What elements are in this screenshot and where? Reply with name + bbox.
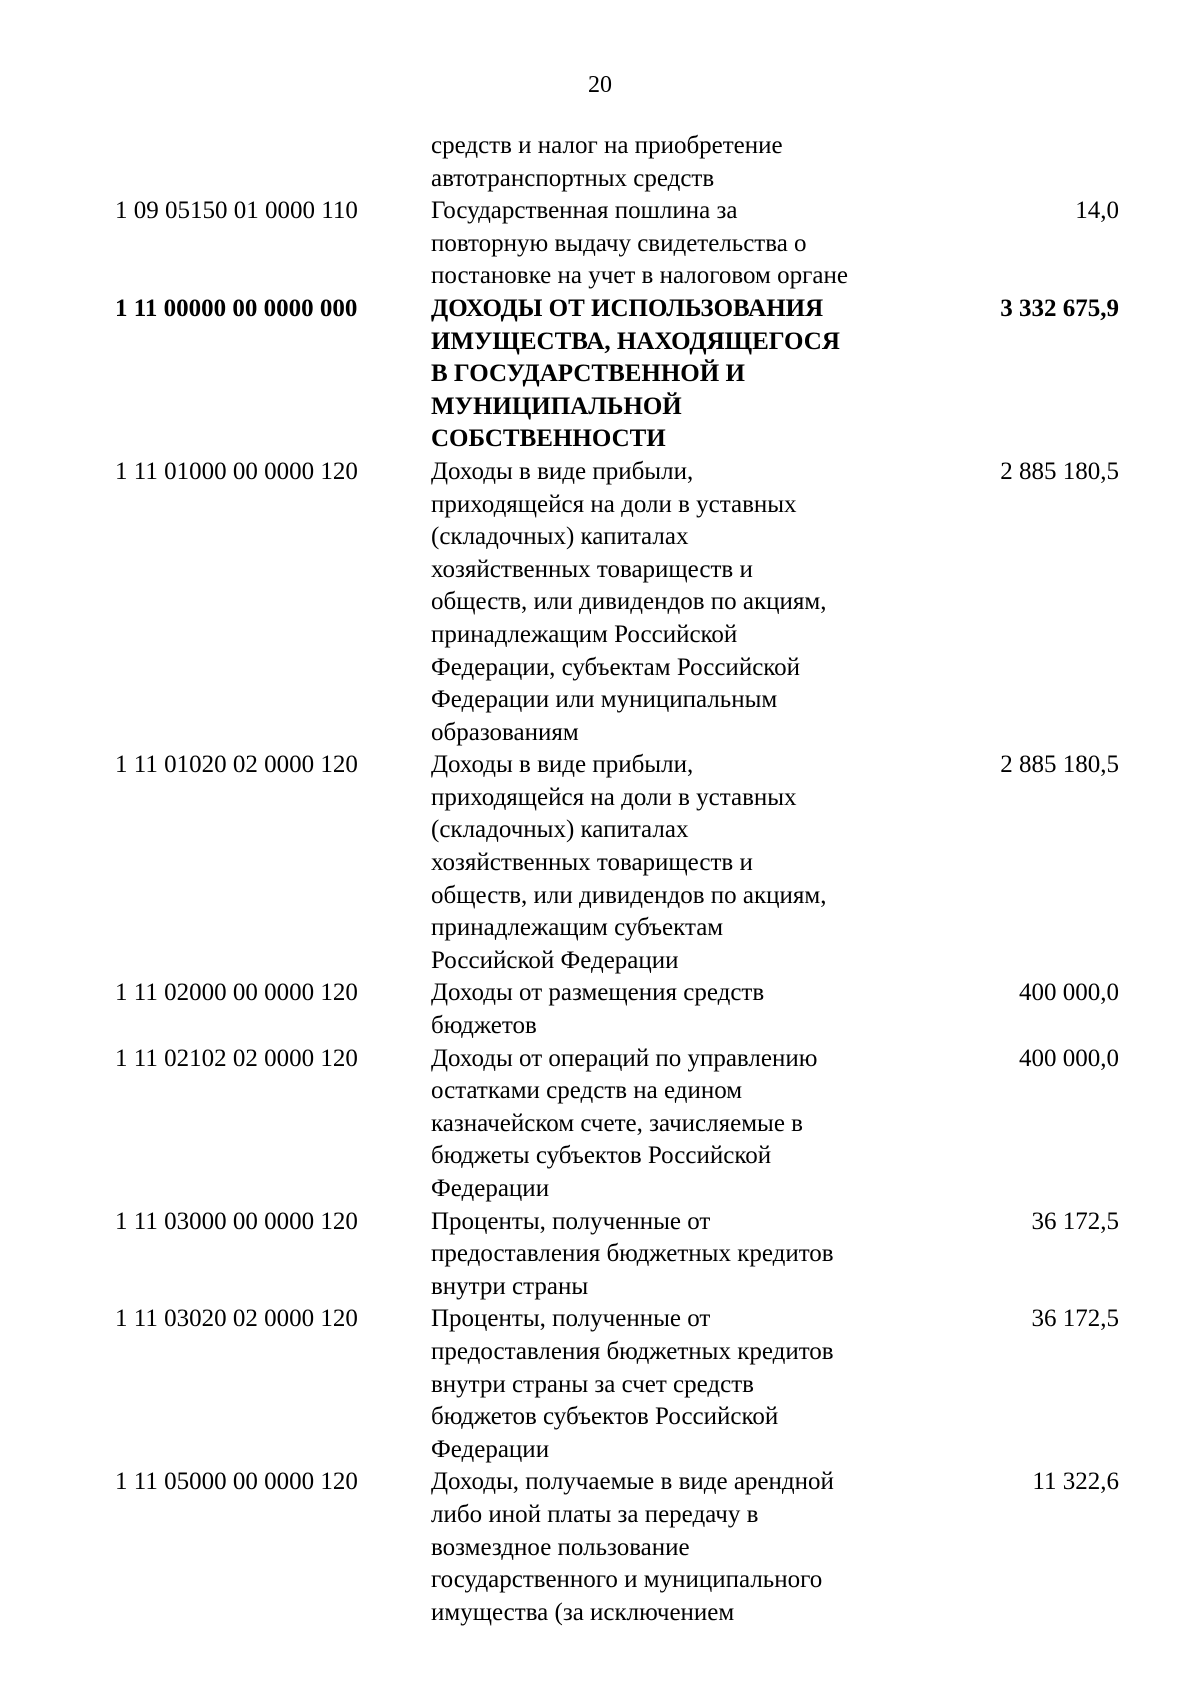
revenue-code: 1 11 03020 02 0000 120 [115,1305,358,1333]
description-line: Проценты, полученные от [431,1305,711,1333]
revenue-amount: 400 000,0 [1019,979,1119,1007]
revenue-description [431,293,921,456]
description-line: Доходы, получаемые в виде арендной [431,1468,834,1496]
description-line: Доходы от операций по управлению [431,1044,818,1072]
budget-table [0,130,1200,1629]
description-line: Федерации, субъектам Российской [431,653,801,681]
revenue-description [431,130,921,195]
description-line: возмездное пользование [431,1533,690,1561]
description-line: Российской Федерации [431,946,679,974]
description-line: хозяйственных товариществ и [431,555,753,583]
description-line: Федерации или муниципальным [431,686,778,714]
description-line: приходящейся на доли в уставных [431,783,797,811]
revenue-code: 1 11 03000 00 0000 120 [115,1207,358,1235]
description-line: бюджеты субъектов Российской [431,1142,772,1170]
table-row [0,195,1200,293]
description-line: либо иной платы за передачу в [431,1500,759,1528]
description-line: автотранспортных средств [431,164,715,192]
revenue-code: 1 11 05000 00 0000 120 [115,1468,358,1496]
revenue-code: 1 11 01020 02 0000 120 [115,751,358,779]
description-line: Проценты, полученные от [431,1207,711,1235]
description-line: средств и налог на приобретение [431,132,783,159]
description-line: предоставления бюджетных кредитов [431,1240,834,1268]
description-line: принадлежащим Российской [431,620,738,648]
description-line: Федерации [431,1175,550,1202]
revenue-amount: 11 322,6 [1032,1468,1119,1496]
description-line: образованиям [431,718,579,746]
revenue-amount: 3 332 675,9 [1000,294,1119,322]
table-row [0,1043,1200,1206]
revenue-code: 1 11 02102 02 0000 120 [115,1044,358,1072]
table-row [0,1466,1200,1629]
table-row [0,1206,1200,1304]
revenue-amount: 36 172,5 [1031,1207,1119,1235]
description-line: МУНИЦИПАЛЬНОЙ [431,392,682,420]
revenue-code: 1 11 02000 00 0000 120 [115,979,358,1007]
description-line: (складочных) капиталах [431,523,689,551]
revenue-description [431,456,921,749]
page-number: 20 [588,72,612,98]
table-row [0,749,1200,977]
description-line: Государственная пошлина за [431,197,738,225]
description-line: государственного и муниципального [431,1566,823,1594]
description-line: казначейском счете, зачисляемые в [431,1109,803,1137]
revenue-code: 1 11 01000 00 0000 120 [115,457,358,485]
description-line: (складочных) капиталах [431,816,689,844]
table-row [0,977,1200,1042]
description-line: Федерации [431,1435,550,1463]
revenue-description [431,749,921,977]
revenue-amount: 400 000,0 [1019,1044,1119,1072]
table-row [0,293,1200,456]
description-line: принадлежащим субъектам [431,914,724,942]
revenue-amount: 14,0 [1075,197,1119,225]
description-line: повторную выдачу свидетельства о [431,229,807,257]
revenue-description [431,1466,921,1629]
revenue-amount: 2 885 180,5 [1000,457,1119,485]
revenue-amount: 36 172,5 [1031,1305,1119,1333]
table-row [0,456,1200,749]
description-line: внутри страны [431,1272,589,1300]
description-line: Доходы в виде прибыли, [431,457,694,485]
revenue-amount: 2 885 180,5 [1000,751,1119,779]
description-line: обществ, или дивидендов по акциям, [431,588,827,616]
description-line: СОБСТВЕННОСТИ [431,425,666,453]
description-line: ИМУЩЕСТВА, НАХОДЯЩЕГОСЯ [431,327,840,355]
description-line: хозяйственных товариществ и [431,849,753,877]
description-line: ДОХОДЫ ОТ ИСПОЛЬЗОВАНИЯ [431,294,824,322]
description-line: бюджетов субъектов Российской [431,1403,779,1431]
revenue-description [431,977,921,1042]
description-line: Доходы в виде прибыли, [431,751,694,779]
table-row [0,130,1200,195]
description-line: постановке на учет в налоговом органе [431,262,848,290]
revenue-description [431,195,921,293]
table-row [0,1303,1200,1466]
description-line: внутри страны за счет средств [431,1370,754,1398]
revenue-description [431,1206,921,1304]
revenue-description [431,1043,921,1206]
description-line: приходящейся на доли в уставных [431,490,797,518]
description-line: Доходы от размещения средств [431,979,765,1007]
description-line: обществ, или дивидендов по акциям, [431,881,827,909]
description-line: В ГОСУДАРСТВЕННОЙ И [431,360,745,388]
description-line: бюджетов [431,1012,537,1040]
description-line: остатками средств на едином [431,1077,743,1105]
revenue-code: 1 09 05150 01 0000 110 [115,197,358,225]
description-line: имущества (за исключением [431,1598,735,1626]
revenue-description [431,1303,921,1466]
revenue-code: 1 11 00000 00 0000 000 [115,294,358,322]
description-line: предоставления бюджетных кредитов [431,1337,834,1365]
